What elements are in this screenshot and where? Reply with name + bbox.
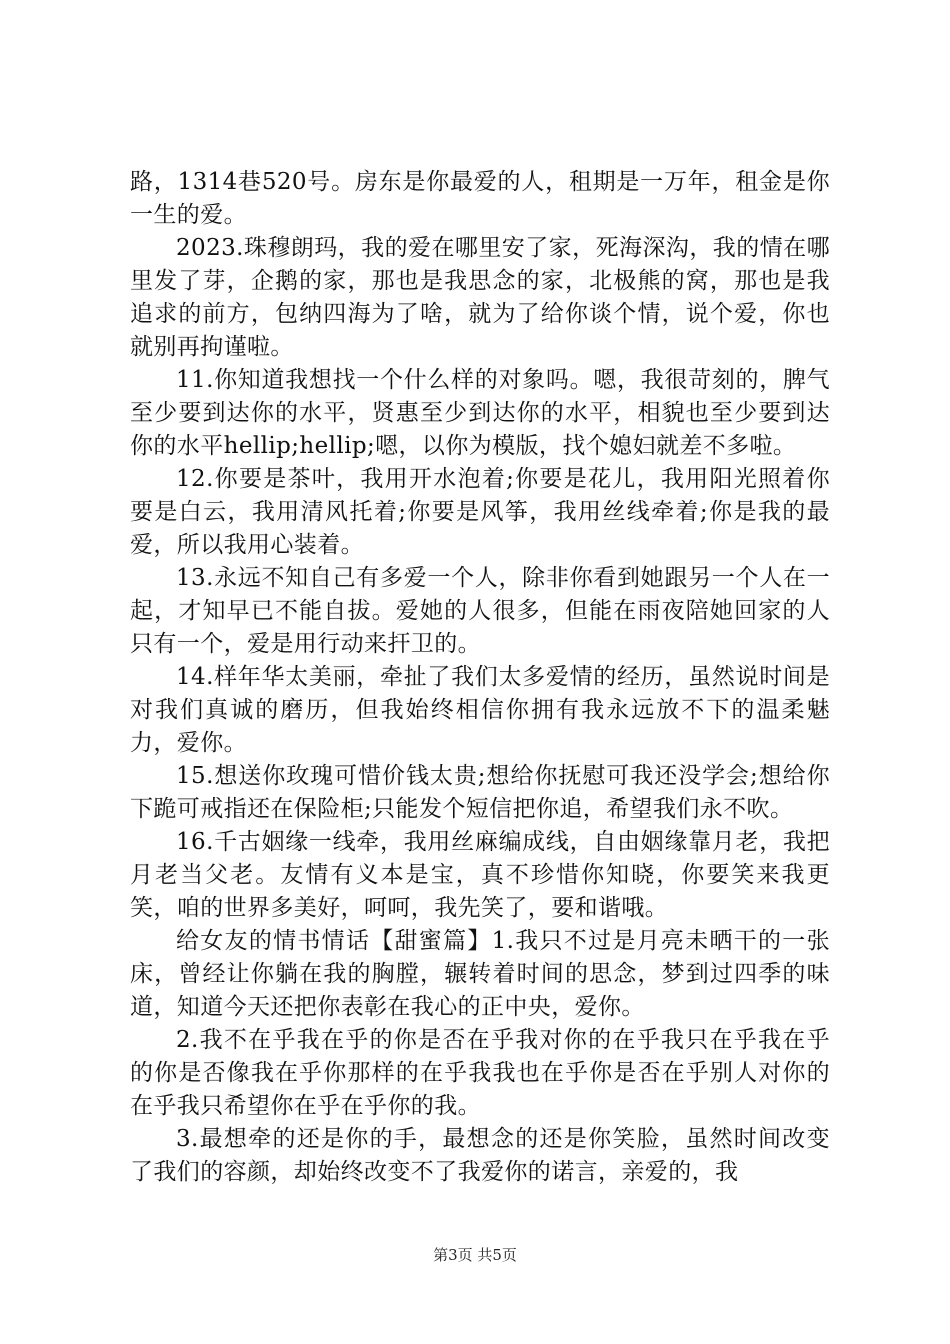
page-number-footer: 第3页 共5页 — [433, 1246, 517, 1264]
paragraph-sweet-section: 给女友的情书情话【甜蜜篇】1.我只不过是月亮未晒干的一张床，曾经让你躺在我的胸膛，辗转着时间的思念，梦到过四季的味道，知道今天还把你表彰在我心的正中央，爱你。 — [130, 928, 830, 1020]
paragraph-sweet-2: 2.我不在乎我在乎的你是否在乎我对你的在乎我只在乎我在乎的你是否像我在乎你那样的在乎我我也在乎你是否在乎别人对你的在乎我只希望你在乎在乎你的我。 — [130, 1027, 830, 1119]
paragraph-16: 16.千古姻缘一线牵，我用丝麻编成线，自由姻缘靠月老，我把月老当父老。友情有义本是宝，真不珍惜你知晓，你要笑来我更笑，咱的世界多美好，呵呵，我先笑了，要和谐哦。 — [130, 829, 830, 921]
paragraph-12: 12.你要是茶叶，我用开水泡着;你要是花儿，我用阳光照着你要是白云，我用清风托着;你要是风筝，我用丝线牵着;你是我的最爱，所以我用心装着。 — [130, 466, 830, 558]
document-body — [130, 166, 830, 1189]
paragraph-11: 11.你知道我想找一个什么样的对象吗。嗯，我很苛刻的，脾气至少要到达你的水平，贤惠至少到达你的水平，相貌也至少要到达你的水平hellip;hellip;嗯，以你为模版，找个媳妇就差不多啦。 — [130, 367, 830, 459]
paragraph-continuation: 路，1314巷520号。房东是你最爱的人，租期是一万年，租金是你一生的爱。 — [130, 169, 830, 228]
paragraph-13: 13.永远不知自己有多爱一个人，除非你看到她跟另一个人在一起，才知早已不能自拔。爱她的人很多，但能在雨夜陪她回家的人只有一个，爱是用行动来扞卫的。 — [130, 565, 830, 657]
paragraph-14: 14.样年华太美丽，牵扯了我们太多爱情的经历，虽然说时间是对我们真诚的磨历，但我始终相信你拥有我永远放不下的温柔魅力，爱你。 — [130, 664, 830, 756]
paragraph-sweet-3: 3.最想牵的还是你的手，最想念的还是你笑脸，虽然时间改变了我们的容颜，却始终改变不了我爱你的诺言，亲爱的，我 — [130, 1126, 830, 1185]
paragraph-15: 15.想送你玫瑰可惜价钱太贵;想给你抚慰可我还没学会;想给你下跪可戒指还在保险柜;只能发个短信把你追，希望我们永不吹。 — [130, 763, 830, 822]
paragraph-2023: 2023.珠穆朗玛，我的爱在哪里安了家，死海深沟，我的情在哪里发了芽，企鹅的家，那也是我思念的家，北极熊的窝，那也是我追求的前方，包纳四海为了啥，就为了给你谈个情，说个爱，你也就别再拘谨啦。 — [130, 235, 830, 360]
